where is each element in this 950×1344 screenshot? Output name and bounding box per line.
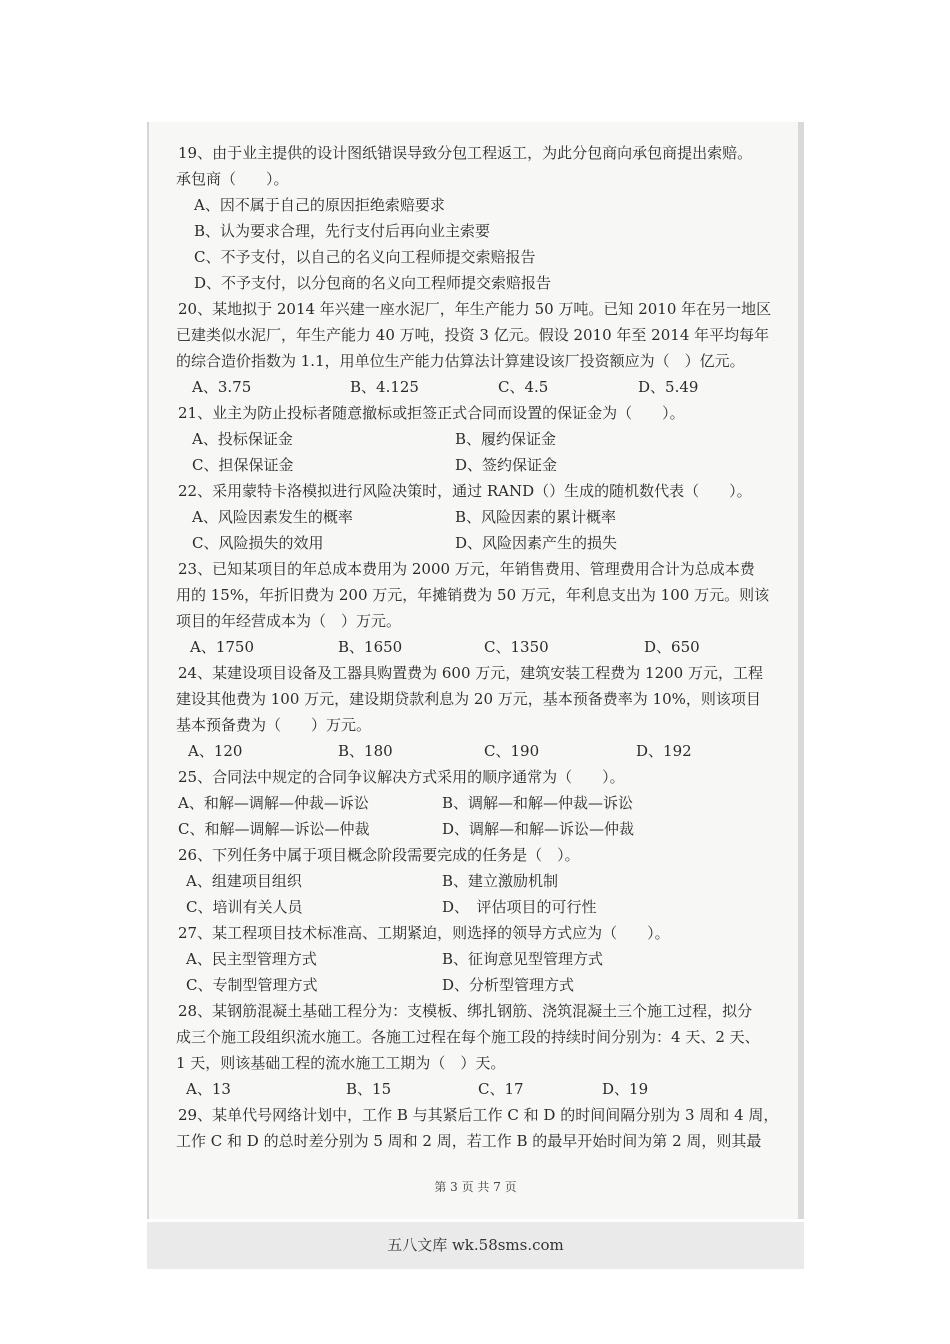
question-29-text-cont: 工作 C 和 D 的总时差分别为 5 周和 2 周，若工作 B 的最早开始时间为第 2 周，则其最 (176, 1132, 762, 1150)
option-a: A、13 (186, 1080, 231, 1098)
footer-site-text: 五八文库 wk.58sms.com (387, 1236, 564, 1254)
question-20-options (172, 374, 772, 400)
question-28-options (172, 1076, 772, 1102)
question-23-text-cont: 项目的年经营成本为（ ）万元。 (176, 612, 402, 630)
question-26-text: 26、下列任务中属于项目概念阶段需要完成的任务是（ ）。 (178, 846, 580, 864)
question-25-options-cd (172, 816, 772, 842)
question-22-options-ab (172, 504, 772, 530)
option-a: A、3.75 (192, 378, 252, 396)
option-c: C、17 (478, 1080, 524, 1098)
question-19-option-a: A、因不属于自己的原因拒绝索赔要求 (194, 196, 445, 214)
option-a: A、投标保证金 (192, 430, 293, 448)
option-c: C、190 (484, 742, 540, 760)
option-a: A、组建项目组织 (186, 872, 302, 890)
option-d: D、650 (644, 638, 700, 656)
option-d: D、 评估项目的可行性 (442, 898, 597, 916)
option-b: B、风险因素的累计概率 (455, 508, 617, 526)
question-20-text-cont: 已建类似水泥厂，年生产能力 40 万吨，投资 3 亿元。假设 2010 年至 2014 年平均每年 (176, 326, 770, 344)
question-24-options (172, 738, 772, 764)
option-b: B、1650 (338, 638, 403, 656)
option-c: C、培训有关人员 (186, 898, 303, 916)
question-24-text-cont: 建设其他费为 100 万元，建设期贷款利息为 20 万元，基本预备费率为 10%，则该项目 (176, 690, 761, 708)
option-a: A、1750 (190, 638, 255, 656)
page-number: 第 3 页 共 7 页 (434, 1180, 517, 1194)
question-20-text-cont: 的综合造价指数为 1.1，用单位生产能力估算法计算建设该厂投资额应为（ ）亿元。 (176, 352, 745, 370)
question-22-text: 22、采用蒙特卡洛模拟进行风险决策时，通过 RAND（）生成的随机数代表（ ）。 (178, 482, 752, 500)
option-c: C、4.5 (498, 378, 549, 396)
question-28-text-cont: 1 天，则该基础工程的流水施工工期为（ ）天。 (176, 1054, 506, 1072)
option-b: B、调解—和解—仲裁—诉讼 (442, 794, 634, 812)
question-19-text-cont: 承包商（ ）。 (176, 170, 289, 188)
option-d: D、19 (602, 1080, 649, 1098)
question-28-text: 28、某钢筋混凝土基础工程分为：支模板、绑扎钢筋、浇筑混凝土三个施工过程，拟分 (178, 1002, 753, 1020)
question-19-option-d: D、不予支付，以分包商的名义向工程师提交索赔报告 (194, 274, 552, 292)
question-27-text: 27、某工程项目技术标准高、工期紧迫，则选择的领导方式应为（ ）。 (178, 924, 670, 942)
option-b: B、15 (346, 1080, 392, 1098)
option-c: C、和解—调解—诉讼—仲裁 (178, 820, 370, 838)
option-d: D、分析型管理方式 (442, 976, 575, 994)
question-29-text: 29、某单代号网络计划中，工作 B 与其紧后工作 C 和 D 的时间间隔分别为 3 周和 4 周， (178, 1106, 779, 1124)
option-b: B、履约保证金 (455, 430, 557, 448)
question-23-options (172, 634, 772, 660)
option-d: D、风险因素产生的损失 (455, 534, 618, 552)
option-c: C、1350 (484, 638, 549, 656)
question-21-options-ab (172, 426, 772, 452)
question-27-options-cd (172, 972, 772, 998)
footer-bar (147, 1222, 804, 1269)
option-b: B、180 (338, 742, 393, 760)
option-d: D、192 (636, 742, 692, 760)
option-a: A、和解—调解—仲裁—诉讼 (178, 794, 369, 812)
question-24-text-cont: 基本预备费为（ ）万元。 (176, 716, 372, 734)
question-20-text: 20、某地拟于 2014 年兴建一座水泥厂，年生产能力 50 万吨。已知 2010 年在另一地区 (178, 300, 772, 318)
option-d: D、签约保证金 (455, 456, 558, 474)
option-c: C、专制型管理方式 (186, 976, 318, 994)
question-19-text: 19、由于业主提供的设计图纸错误导致分包工程返工，为此分包商向承包商提出索赔。 (178, 144, 753, 162)
question-23-text-cont: 用的 15%，年折旧费为 200 万元，年摊销费为 50 万元，年利息支出为 100 万元。则该 (176, 586, 770, 604)
question-28-text-cont: 成三个施工段组织流水施工。各施工过程在每个施工段的持续时间分别为：4 天、2 天、 (176, 1028, 760, 1046)
option-a: A、民主型管理方式 (186, 950, 317, 968)
option-d: D、调解—和解—诉讼—仲裁 (442, 820, 635, 838)
question-25-options-ab (172, 790, 772, 816)
exam-content (172, 140, 779, 1154)
question-26-options-ab (172, 868, 772, 894)
question-19-option-c: C、不予支付，以自己的名义向工程师提交索赔报告 (194, 248, 536, 266)
question-23-text: 23、已知某项目的年总成本费用为 2000 万元，年销售费用、管理费用合计为总成本费 (178, 560, 755, 578)
question-26-options-cd (172, 894, 772, 920)
option-c: C、风险损失的效用 (192, 534, 324, 552)
option-b: B、建立激励机制 (442, 872, 559, 890)
question-21-options-cd (172, 452, 772, 478)
option-b: B、4.125 (350, 378, 419, 396)
question-19-option-b: B、认为要求合理，先行支付后再向业主索要 (194, 222, 491, 240)
question-22-options-cd (172, 530, 772, 556)
option-c: C、担保保证金 (192, 456, 294, 474)
option-d: D、5.49 (638, 378, 699, 396)
question-25-text: 25、合同法中规定的合同争议解决方式采用的顺序通常为（ ）。 (178, 768, 625, 786)
option-a: A、风险因素发生的概率 (192, 508, 353, 526)
option-b: B、征询意见型管理方式 (442, 950, 604, 968)
question-21-text: 21、业主为防止投标者随意撤标或拒签正式合同而设置的保证金为（ ）。 (178, 404, 685, 422)
question-27-options-ab (172, 946, 772, 972)
option-a: A、120 (188, 742, 243, 760)
question-24-text: 24、某建设项目设备及工器具购置费为 600 万元，建筑安装工程费为 1200 万元，工程 (178, 664, 763, 682)
